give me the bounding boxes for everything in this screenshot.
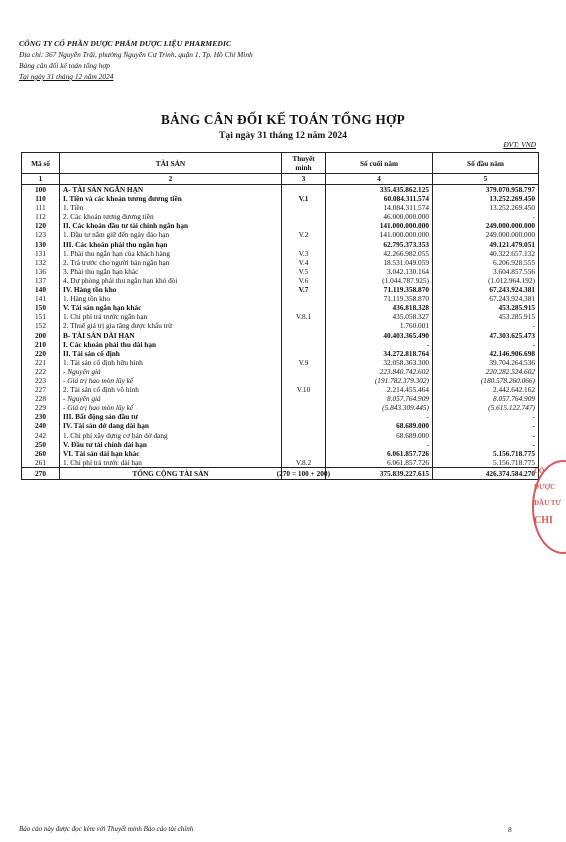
header-date: Tại ngày 31 tháng 12 năm 2024 <box>19 72 114 81</box>
total-row <box>22 467 539 479</box>
table-row <box>22 340 539 349</box>
col-index: 3 <box>282 174 326 185</box>
table-row <box>22 185 539 195</box>
row-note: V.7 <box>282 285 326 294</box>
row-code: 137 <box>22 276 60 285</box>
row-code: 111 <box>22 203 60 212</box>
row-start-value: 6.206.928.555 <box>433 258 539 267</box>
row-code: 136 <box>22 267 60 276</box>
company-seal <box>532 460 566 552</box>
col-header-assets: TÀI SẢN <box>60 153 282 174</box>
row-code: 151 <box>22 312 60 321</box>
row-note: V.8.1 <box>282 312 326 321</box>
row-note: V.5 <box>282 267 326 276</box>
row-note <box>282 331 326 340</box>
row-label: 1. Phải thu ngắn hạn của khách hàng <box>60 249 282 258</box>
row-code: 242 <box>22 431 60 440</box>
row-code: 230 <box>22 412 60 421</box>
row-note: V.8.2 <box>282 458 326 468</box>
row-label: B- TÀI SẢN DÀI HẠN <box>60 331 282 340</box>
row-note <box>282 185 326 195</box>
col-index: 1 <box>22 174 60 185</box>
table-row <box>22 212 539 221</box>
table-row <box>22 349 539 358</box>
row-note <box>282 449 326 458</box>
row-start-value: 249.000.000.000 <box>433 221 539 230</box>
row-start-value: 40.322.657.132 <box>433 249 539 258</box>
row-note <box>282 303 326 312</box>
table-row <box>22 230 539 239</box>
row-end-value: - <box>326 440 433 449</box>
row-end-value: 436.818.328 <box>326 303 433 312</box>
row-label: 1. Chi phí trả trước ngắn hạn <box>60 312 282 321</box>
row-label: 2. Trả trước cho người bán ngắn hạn <box>60 258 282 267</box>
row-start-value: 67.243.924.381 <box>433 285 539 294</box>
row-end-value: - <box>326 412 433 421</box>
row-note <box>282 212 326 221</box>
row-start-value: 453.285.915 <box>433 303 539 312</box>
row-end-value: (5.843.309.445) <box>326 403 433 412</box>
row-end-value: 42.266.982.055 <box>326 249 433 258</box>
row-start-value: 453.285.915 <box>433 312 539 321</box>
table-row <box>22 240 539 249</box>
seal-text: DƯỢC <box>534 483 556 491</box>
row-note <box>282 394 326 403</box>
balance-sheet-table <box>21 152 539 480</box>
row-start-value: (180.578.260.066) <box>433 376 539 385</box>
column-index-row <box>22 174 539 185</box>
row-end-value: 1.760.001 <box>326 321 433 330</box>
row-code: 260 <box>22 449 60 458</box>
row-start-value: 67.243.924.381 <box>433 294 539 303</box>
total-formula: (270 = 100 + 200) <box>276 468 330 478</box>
row-label: 1. Đầu tư nắm giữ đến ngày đáo hạn <box>60 230 282 239</box>
col-index: 5 <box>433 174 539 185</box>
row-code: 131 <box>22 249 60 258</box>
row-end-value: (1.044.787.925) <box>326 276 433 285</box>
document-name: Bảng cân đối kế toán tổng hợp <box>19 61 110 70</box>
row-label: VI. Tài sản dài hạn khác <box>60 449 282 458</box>
row-code: 120 <box>22 221 60 230</box>
row-note <box>282 240 326 249</box>
row-end-value: 71.119.358.870 <box>326 294 433 303</box>
row-label: 4. Dự phòng phải thu ngắn hạn khó đòi <box>60 276 282 285</box>
row-start-value: - <box>433 212 539 221</box>
row-label: 2. Tài sản cố định vô hình <box>60 385 282 394</box>
table-row <box>22 267 539 276</box>
row-note: V.4 <box>282 258 326 267</box>
row-start-value: 8.057.764.909 <box>433 394 539 403</box>
row-code: 220 <box>22 349 60 358</box>
row-end-value: 2.214.455.464 <box>326 385 433 394</box>
row-end-value: 141.000.000.000 <box>326 230 433 239</box>
row-code: 240 <box>22 421 60 430</box>
row-note: V.10 <box>282 385 326 394</box>
table-row <box>22 276 539 285</box>
company-name: CÔNG TY CỔ PHẦN DƯỢC PHẨM DƯỢC LIỆU PHARMEDIC <box>19 39 232 48</box>
row-start-value: - <box>433 321 539 330</box>
col-header-start: Số đầu năm <box>433 153 539 174</box>
row-label: III. Các khoản phải thu ngắn hạn <box>60 240 282 249</box>
row-start-value: 13.252.269.450 <box>433 194 539 203</box>
row-start-value: - <box>433 421 539 430</box>
row-end-value: 335.435.862.125 <box>326 185 433 195</box>
footer-note: Báo cáo này được đọc kèm với Thuyết minh Báo cáo tài chính <box>19 825 194 833</box>
table-header-row <box>22 153 539 174</box>
row-code: 270 <box>22 467 60 479</box>
row-note: V.1 <box>282 194 326 203</box>
row-note <box>282 349 326 358</box>
row-end-value: 6.061.857.726 <box>326 458 433 468</box>
row-code: 152 <box>22 321 60 330</box>
row-end-value: 62.795.373.353 <box>326 240 433 249</box>
row-start-value: - <box>433 340 539 349</box>
table-row <box>22 331 539 340</box>
page-title: BẢNG CÂN ĐỐI KẾ TOÁN TỔNG HỢP <box>161 112 405 127</box>
table-row <box>22 194 539 203</box>
row-code: 130 <box>22 240 60 249</box>
row-end-value: 375.839.227.615 <box>326 467 433 479</box>
row-note <box>282 412 326 421</box>
table-row <box>22 385 539 394</box>
seal-text: CÔ <box>534 467 545 475</box>
company-address: Địa chỉ: 367 Nguyễn Trãi, phường Nguyễn Cư Trinh, quận 1, Tp. Hồ Chí Minh <box>19 50 253 59</box>
table-row <box>22 312 539 321</box>
table-row <box>22 258 539 267</box>
row-note <box>282 340 326 349</box>
row-end-value: 18.531.049.059 <box>326 258 433 267</box>
row-label: - Giá trị hao mòn lũy kế <box>60 403 282 412</box>
row-end-value: - <box>326 340 433 349</box>
row-start-value: 42.146.906.698 <box>433 349 539 358</box>
total-formula-cell <box>276 467 330 479</box>
table-row <box>22 458 539 468</box>
row-label: 2. Thuế giá trị gia tăng được khấu trừ <box>60 321 282 330</box>
row-code: 150 <box>22 303 60 312</box>
row-start-value: 426.374.584.270 <box>433 467 539 479</box>
row-note <box>282 321 326 330</box>
row-end-value: 46.000.000.000 <box>326 212 433 221</box>
total-label: TỔNG CỘNG TÀI SẢN <box>132 468 209 478</box>
row-end-value: 14.084.311.574 <box>326 203 433 212</box>
row-end-value: 68.689.000 <box>326 421 433 430</box>
table-row <box>22 449 539 458</box>
row-note <box>282 203 326 212</box>
row-note: V.3 <box>282 249 326 258</box>
row-note <box>282 421 326 430</box>
row-start-value: - <box>433 412 539 421</box>
seal-text: CHI <box>534 515 553 526</box>
row-label: 1. Tài sản cố định hữu hình <box>60 358 282 367</box>
row-end-value: 223.840.742.602 <box>326 367 433 376</box>
row-label: IV. Hàng tồn kho <box>60 285 282 294</box>
row-end-value: 6.061.857.726 <box>326 449 433 458</box>
row-note <box>282 376 326 385</box>
row-end-value: 40.403.365.490 <box>326 331 433 340</box>
row-note <box>282 440 326 449</box>
table-row <box>22 440 539 449</box>
row-label: 2. Các khoản tương đương tiền <box>60 212 282 221</box>
row-code: 222 <box>22 367 60 376</box>
row-end-value: 8.057.764.909 <box>326 394 433 403</box>
row-label: II. Tài sản cố định <box>60 349 282 358</box>
row-start-value: - <box>433 440 539 449</box>
row-code: 110 <box>22 194 60 203</box>
row-label: - Nguyên giá <box>60 394 282 403</box>
table-row <box>22 421 539 430</box>
row-code: 227 <box>22 385 60 394</box>
table-row <box>22 294 539 303</box>
row-code: 223 <box>22 376 60 385</box>
row-label: I. Các khoản phải thu dài hạn <box>60 340 282 349</box>
row-start-value: 47.303.625.473 <box>433 331 539 340</box>
row-end-value: 71.119.358.870 <box>326 285 433 294</box>
row-label: 1. Tiền <box>60 203 282 212</box>
table-row <box>22 431 539 440</box>
row-start-value: 39.704.264.536 <box>433 358 539 367</box>
table-row <box>22 249 539 258</box>
row-start-value: - <box>433 431 539 440</box>
row-start-value: 3.604.857.556 <box>433 267 539 276</box>
col-index: 2 <box>60 174 282 185</box>
table-row <box>22 285 539 294</box>
table-row <box>22 394 539 403</box>
row-end-value: 34.272.818.764 <box>326 349 433 358</box>
row-code: 140 <box>22 285 60 294</box>
row-label: 3. Phải thu ngắn hạn khác <box>60 267 282 276</box>
row-code: 132 <box>22 258 60 267</box>
row-code: 229 <box>22 403 60 412</box>
row-note: V.9 <box>282 358 326 367</box>
col-header-note: Thuyết minh <box>282 153 326 174</box>
page-number: 8 <box>508 825 512 834</box>
row-end-value: 435.058.327 <box>326 312 433 321</box>
table-body <box>22 185 539 480</box>
company-header <box>19 38 253 82</box>
currency-unit: ĐVT: VND <box>503 140 536 149</box>
table-row <box>22 358 539 367</box>
row-start-value: 5.156.718.775 <box>433 449 539 458</box>
row-label: 1. Chi phí trả trước dài hạn <box>60 458 282 468</box>
col-header-code: Mã số <box>22 153 60 174</box>
row-label: A- TÀI SẢN NGẮN HẠN <box>60 185 282 195</box>
row-start-value: 49.121.479.051 <box>433 240 539 249</box>
table-row <box>22 376 539 385</box>
row-code: 100 <box>22 185 60 195</box>
row-start-value: 249.000.000.000 <box>433 230 539 239</box>
row-label: V. Đầu tư tài chính dài hạn <box>60 440 282 449</box>
row-start-value: (1.012.964.192) <box>433 276 539 285</box>
row-note <box>282 221 326 230</box>
row-start-value: (5.615.122.747) <box>433 403 539 412</box>
row-note <box>282 431 326 440</box>
table-row <box>22 221 539 230</box>
row-end-value: 60.084.311.574 <box>326 194 433 203</box>
table-row <box>22 412 539 421</box>
row-start-value: 220.282.524.602 <box>433 367 539 376</box>
row-label: 1. Hàng tồn kho <box>60 294 282 303</box>
row-label: 1. Chi phí xây dựng cơ bản dở dang <box>60 431 282 440</box>
row-code: 141 <box>22 294 60 303</box>
row-start-value: 13.252.269.450 <box>433 203 539 212</box>
row-code: 112 <box>22 212 60 221</box>
page-subtitle: Tại ngày 31 tháng 12 năm 2024 <box>219 130 347 141</box>
row-code: 123 <box>22 230 60 239</box>
row-note <box>282 367 326 376</box>
seal-text: ĐẦU TƯ <box>534 499 562 507</box>
table-row <box>22 367 539 376</box>
col-header-end: Số cuối năm <box>326 153 433 174</box>
row-end-value: 68.689.000 <box>326 431 433 440</box>
row-note <box>282 403 326 412</box>
row-label: IV. Tài sản dở dang dài hạn <box>60 421 282 430</box>
row-end-value: 141.000.000.000 <box>326 221 433 230</box>
row-start-value: 2.442.642.162 <box>433 385 539 394</box>
row-code: 261 <box>22 458 60 468</box>
row-label: I. Tiền và các khoản tương đương tiền <box>60 194 282 203</box>
row-note: V.2 <box>282 230 326 239</box>
row-end-value: 3.042.130.164 <box>326 267 433 276</box>
row-end-value: 32.058.363.300 <box>326 358 433 367</box>
row-end-value: (191.782.379.302) <box>326 376 433 385</box>
row-code: 228 <box>22 394 60 403</box>
row-code: 200 <box>22 331 60 340</box>
row-label: - Giá trị hao mòn lũy kế <box>60 376 282 385</box>
col-index: 4 <box>326 174 433 185</box>
table-row <box>22 321 539 330</box>
row-start-value: 5.156.718.775 <box>433 458 539 468</box>
row-code: 210 <box>22 340 60 349</box>
row-label: III. Bất động sản đầu tư <box>60 412 282 421</box>
table-row <box>22 203 539 212</box>
row-start-value: 379.070.958.797 <box>433 185 539 195</box>
row-label <box>60 467 282 479</box>
table-row <box>22 403 539 412</box>
row-code: 221 <box>22 358 60 367</box>
row-label: V. Tài sản ngắn hạn khác <box>60 303 282 312</box>
row-label: - Nguyên giá <box>60 367 282 376</box>
row-code: 250 <box>22 440 60 449</box>
row-note: V.6 <box>282 276 326 285</box>
table-row <box>22 303 539 312</box>
row-note <box>282 294 326 303</box>
row-label: II. Các khoản đầu tư tài chính ngắn hạn <box>60 221 282 230</box>
